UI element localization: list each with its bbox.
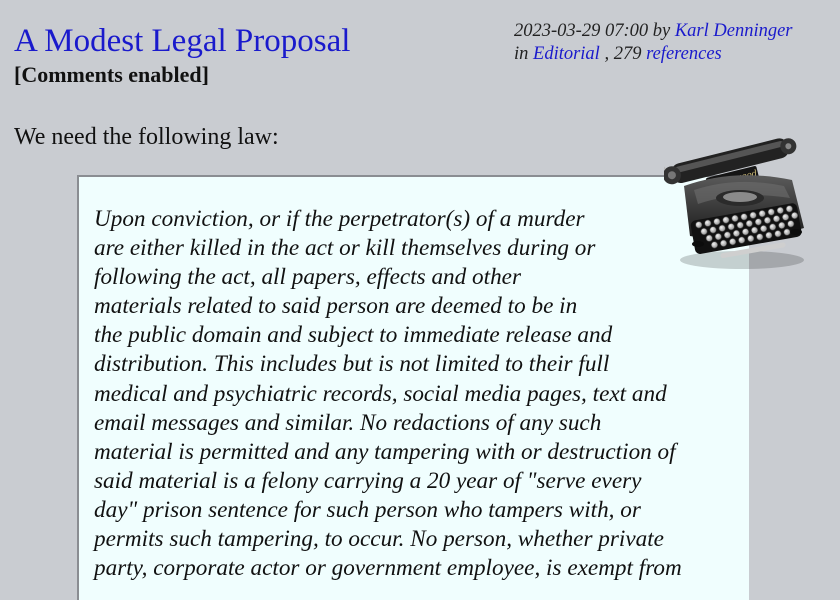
meta-separator: , — [604, 44, 610, 64]
post-title-link[interactable]: A Modest Legal Proposal — [14, 23, 351, 59]
quote-line: the public domain and subject to immediate release and — [94, 322, 613, 349]
reference-count: 279 — [613, 44, 642, 64]
quote-line: medical and psychiatric records, social media pages, text and — [94, 380, 667, 407]
intro-text: We need the following law: — [14, 124, 279, 150]
comments-status: [Comments enabled] — [14, 62, 209, 87]
typewriter-icon — [664, 128, 810, 274]
quote-text — [94, 205, 682, 583]
in-label: in — [514, 44, 529, 64]
proposed-law-quote — [77, 175, 749, 600]
quote-line: Upon conviction, or if the perpetrator(s) of a murder — [94, 206, 585, 232]
references-link[interactable]: references — [646, 44, 722, 64]
by-label: by — [652, 21, 671, 41]
quote-line: materials related to said person are deemed to be in — [94, 293, 578, 320]
quote-line: email messages and similar. No redactions of any such — [94, 409, 602, 436]
quote-line: permits such tampering, to occur. No person, whether private — [94, 526, 664, 553]
quote-line: said material is a felony carrying a 20 year of "serve every — [94, 467, 642, 494]
post-byline — [514, 20, 793, 43]
quote-line: distribution. This includes but is not limited to their full — [94, 351, 610, 378]
post-category-line — [514, 43, 793, 66]
quote-line: material is permitted and any tampering with or destruction of — [94, 438, 676, 465]
post-date: 2023-03-29 07:00 — [514, 21, 649, 41]
quote-line: are either killed in the act or kill themselves during or — [94, 235, 596, 262]
author-link[interactable]: Karl Denninger — [674, 21, 793, 41]
category-link[interactable]: Editorial — [533, 44, 600, 64]
post-meta — [514, 20, 793, 66]
quote-line: following the act, all papers, effects and other — [94, 264, 521, 291]
quote-line: day" prison sentence for such person who tampers with, or — [94, 496, 641, 523]
quote-line: party, corporate actor or government employee, is exempt from — [94, 555, 682, 582]
